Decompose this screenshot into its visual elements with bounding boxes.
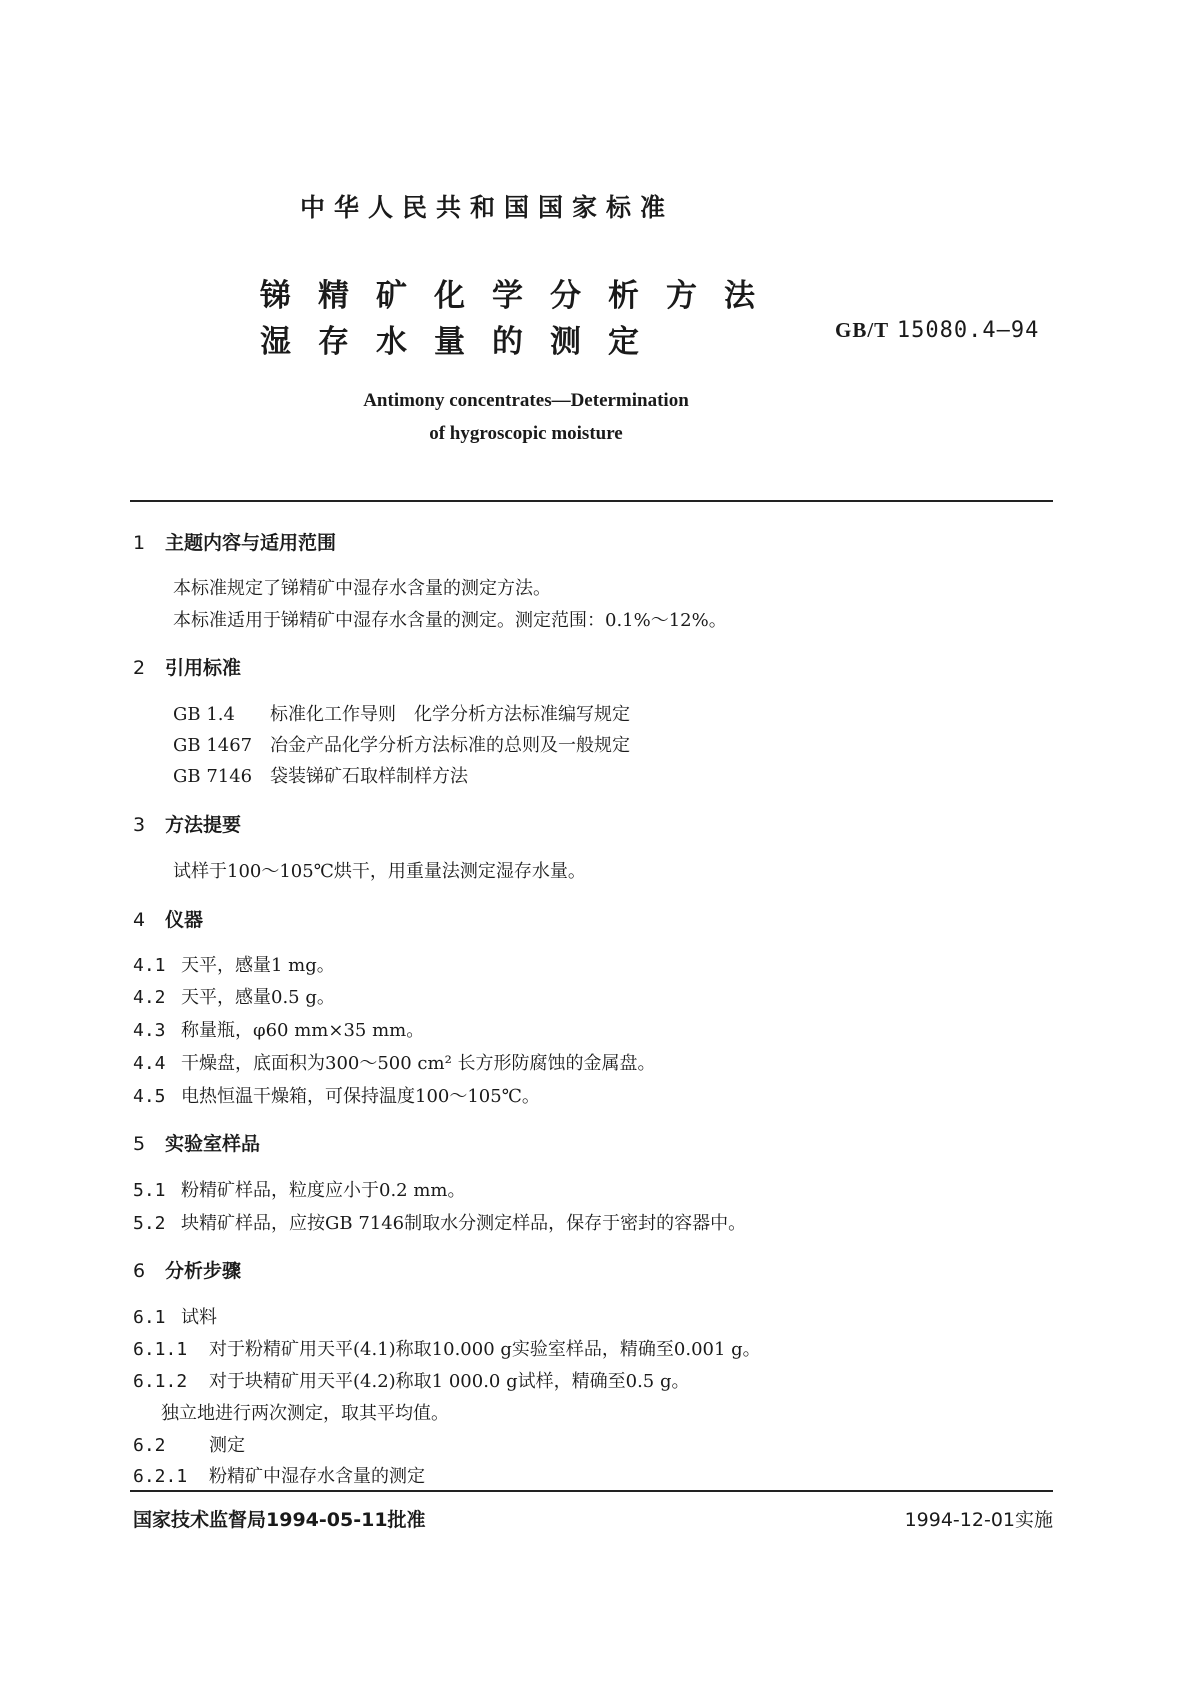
code-prefix: GB/T — [835, 318, 890, 342]
reference-text: 袋装锑矿石取样制样方法 — [270, 766, 468, 787]
section-1-heading — [133, 528, 336, 555]
item-text: 块精矿样品，应按GB 7146制取水分测定样品，保存于密封的容器中。 — [181, 1213, 747, 1234]
item-text: 试料 — [181, 1307, 217, 1328]
effective-date: 1994-12-01实施 — [904, 1509, 1053, 1531]
list-item — [133, 1176, 465, 1202]
paragraph: 试样于100～105℃烘干，用重量法测定湿存水量。 — [173, 861, 586, 882]
item-number: 6.2.1 — [133, 1466, 188, 1487]
section-number: 6 — [133, 1260, 146, 1282]
english-title-line-1: Antimony concentrates—Determination — [363, 390, 689, 411]
item-number: 6.1 — [133, 1307, 166, 1328]
item-number: 4.3 — [133, 1020, 166, 1041]
code-number: 15080.4—94 — [896, 318, 1040, 343]
item-number: 6.1.2 — [133, 1371, 188, 1392]
section-title: 方法提要 — [165, 814, 242, 836]
reference-text: 冶金产品化学分析方法标准的总则及一般规定 — [270, 735, 630, 756]
section-2-heading — [133, 653, 241, 680]
reference-code: GB 1467 — [173, 735, 253, 756]
title-line-1: 锑精矿化学分析方法 — [260, 278, 782, 314]
paragraph: 本标准适用于锑精矿中湿存水含量的测定。测定范围：0.1%～12%。 — [173, 610, 727, 631]
section-number: 5 — [133, 1133, 146, 1155]
section-title: 引用标准 — [165, 657, 242, 679]
section-5-heading — [133, 1129, 260, 1156]
list-item — [133, 1431, 245, 1457]
list-item — [133, 1367, 690, 1393]
standard-header: 中华人民共和国国家标准 — [300, 193, 675, 222]
item-text: 电热恒温干燥箱，可保持温度100～105℃。 — [181, 1086, 540, 1107]
item-number: 4.5 — [133, 1086, 166, 1107]
approval-date: 国家技术监督局1994-05-11批准 — [133, 1509, 426, 1531]
list-item — [133, 1462, 425, 1488]
reference-code: GB 1.4 — [173, 704, 235, 725]
item-text: 天平，感量1 mg。 — [181, 955, 335, 976]
english-title-line-2: of hygroscopic moisture — [429, 423, 623, 444]
list-item — [133, 1303, 217, 1329]
section-title: 分析步骤 — [165, 1260, 242, 1282]
item-number: 5.1 — [133, 1180, 166, 1201]
paragraph: 本标准规定了锑精矿中湿存水含量的测定方法。 — [173, 578, 551, 599]
list-item — [133, 1082, 540, 1108]
item-number: 4.4 — [133, 1053, 166, 1074]
reference-code: GB 7146 — [173, 766, 253, 787]
reference-item — [173, 700, 630, 726]
section-number: 2 — [133, 657, 146, 679]
section-4-heading — [133, 905, 203, 932]
top-divider — [130, 500, 1053, 502]
section-title: 主题内容与适用范围 — [165, 532, 337, 554]
reference-item — [173, 731, 630, 757]
item-text: 对于粉精矿用天平(4.1)称取10.000 g实验室样品，精确至0.001 g。 — [209, 1339, 761, 1360]
item-text: 干燥盘，底面积为300～500 cm² 长方形防腐蚀的金属盘。 — [181, 1053, 656, 1074]
paragraph: 独立地进行两次测定，取其平均值。 — [161, 1403, 449, 1424]
section-title: 仪器 — [165, 909, 204, 931]
item-number: 4.1 — [133, 955, 166, 976]
item-text: 粉精矿中湿存水含量的测定 — [209, 1466, 425, 1487]
item-text: 天平，感量0.5 g。 — [181, 987, 335, 1008]
list-item — [133, 951, 335, 977]
list-item — [133, 983, 335, 1009]
item-number: 5.2 — [133, 1213, 166, 1234]
section-title: 实验室样品 — [165, 1133, 261, 1155]
item-text: 称量瓶，φ60 mm×35 mm。 — [181, 1020, 425, 1041]
section-number: 3 — [133, 814, 146, 836]
item-number: 6.1.1 — [133, 1339, 188, 1360]
bottom-divider — [130, 1490, 1053, 1492]
section-number: 1 — [133, 532, 146, 554]
section-3-heading — [133, 810, 241, 837]
title-line-2: 湿存水量的测定 — [260, 324, 666, 360]
item-number: 6.2 — [133, 1435, 166, 1456]
standard-code — [835, 318, 1039, 343]
section-6-heading — [133, 1256, 241, 1283]
item-text: 粉精矿样品，粒度应小于0.2 mm。 — [181, 1180, 466, 1201]
item-text: 测定 — [209, 1435, 245, 1456]
reference-text: 标准化工作导则 化学分析方法标准编写规定 — [270, 704, 630, 725]
item-number: 4.2 — [133, 987, 166, 1008]
list-item — [133, 1049, 656, 1075]
reference-item — [173, 762, 468, 788]
section-number: 4 — [133, 909, 146, 931]
list-item — [133, 1016, 424, 1042]
item-text: 对于块精矿用天平(4.2)称取1 000.0 g试样，精确至0.5 g。 — [209, 1371, 690, 1392]
list-item — [133, 1209, 746, 1235]
list-item — [133, 1335, 761, 1361]
